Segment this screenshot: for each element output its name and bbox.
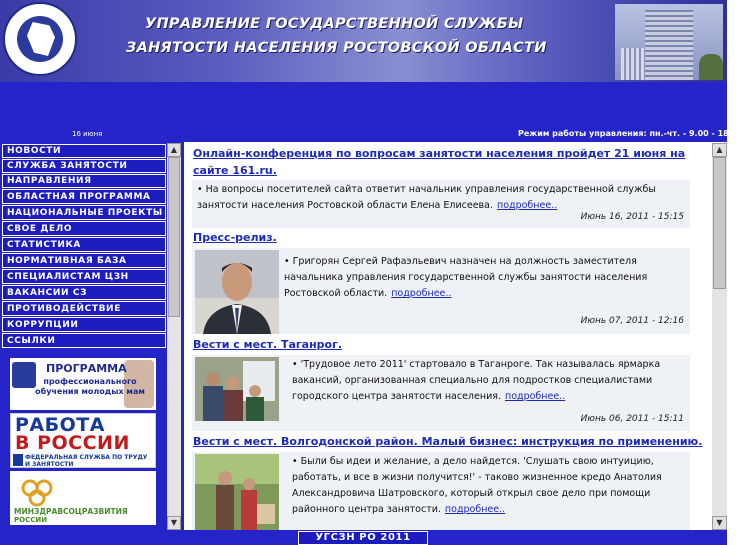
menu-item-statistics[interactable]: СТАТИСТИКА [2, 237, 166, 252]
menu-item-anticorruption-line2[interactable]: КОРРУПЦИИ [2, 317, 166, 332]
site-title-line1: УПРАВЛЕНИЕ ГОСУДАРСТВЕННОЙ СЛУЖБЫ [145, 16, 524, 32]
scroll-thumb[interactable] [168, 157, 180, 317]
banner-minzdravsoc[interactable]: МИНЗДРАВСОЦРАЗВИТИЯ РОССИИ [10, 471, 156, 525]
scroll-down-icon[interactable]: ▼ [167, 516, 181, 530]
site-header [0, 0, 727, 82]
news-title-link[interactable]: Вести с мест. Волгодонской район. Малый бизнес: инструкция по применению. [193, 435, 703, 448]
news-item [192, 180, 690, 228]
working-hours-ticker: Режим работы управления: пн.-чт. - 9.00 - 18.00, п [518, 129, 754, 138]
menu-item-own-business[interactable]: СВОЕ ДЕЛО [2, 221, 166, 236]
menu-item-legal-base[interactable]: НОРМАТИВНАЯ БАЗА [2, 253, 166, 268]
menu-item-directions[interactable]: НАПРАВЛЕНИЯ [2, 174, 166, 188]
news-text: • Были бы идеи и желание, а дело найдется. 'Слушать свою интуицию, работать, и все в жизни получится!' - таково жизненное кредо Анатолия Александровича Шатровского, который открыл свое дело при помощи районного центра занятости. подробнее.. [292, 456, 662, 515]
more-link[interactable]: подробнее.. [391, 288, 452, 299]
content-scrollbar[interactable] [712, 143, 727, 530]
news-title-link[interactable]: Вести с мест. Таганрог. [193, 338, 343, 351]
menu-item-anticorruption[interactable]: ПРОТИВОДЕЙСТВИЕ [2, 301, 166, 316]
more-link[interactable]: подробнее.. [444, 504, 506, 515]
rostrud-emblem-icon [13, 454, 23, 466]
scroll-up-icon[interactable]: ▲ [712, 143, 727, 157]
job-fair-photo [195, 357, 279, 421]
region-emblem-icon [12, 362, 36, 388]
emblem-logo[interactable] [3, 2, 77, 76]
sidebar-scrollbar[interactable] [167, 143, 181, 530]
news-text: • Григорян Сергей Рафаэльевич назначен на должность заместителя начальника управления государственной службы занятости населения Ростовской области. подробнее.. [284, 256, 648, 299]
menu-item-employment-service[interactable]: СЛУЖБА ЗАНЯТОСТИ [2, 159, 166, 173]
menu-item-national-projects[interactable]: НАЦИОНАЛЬНЫЕ ПРОЕКТЫ [2, 205, 166, 220]
entrepreneur-photo [195, 454, 279, 532]
menu-item-regional-program[interactable]: ОБЛАСТНАЯ ПРОГРАММА [2, 189, 166, 204]
banner-young-mothers-program[interactable]: ПРОГРАММА профессионального обучения молодых мам [10, 358, 156, 410]
menu-item-specialists[interactable]: СПЕЦИАЛИСТАМ ЦЗН [2, 269, 166, 284]
more-link[interactable]: подробнее.. [497, 200, 558, 211]
menu-item-links[interactable]: ССЫЛКИ [2, 333, 166, 348]
site-title-line2: ЗАНЯТОСТИ НАСЕЛЕНИЯ РОСТОВСКОЙ ОБЛАСТИ [126, 40, 547, 56]
news-item [192, 355, 690, 431]
scroll-up-icon[interactable]: ▲ [167, 143, 181, 157]
news-text: • На вопросы посетителей сайта ответит начальник управления государственной службы занятости населения Ростовской области Елена Елисеева. подробнее.. [197, 184, 656, 211]
scroll-down-icon[interactable]: ▼ [712, 516, 727, 530]
minzdrav-logo-icon [16, 477, 58, 507]
news-item [192, 452, 690, 532]
main-menu [2, 144, 166, 349]
news-title-link[interactable]: Пресс-релиз. [193, 231, 277, 244]
current-date: 16 июня [72, 130, 103, 138]
news-date: Июнь 07, 2011 - 12:16 [580, 316, 684, 326]
footer-copyright: УГСЗН РО 2011 [298, 531, 428, 545]
news-title-link[interactable]: Онлайн-конференция по вопросам занятости населения пройдет 21 июня на сайте 161.ru. [193, 147, 686, 177]
person-photo [195, 250, 279, 334]
more-link[interactable]: подробнее.. [504, 391, 566, 402]
building-photo [615, 4, 723, 80]
menu-item-vacancies[interactable]: ВАКАНСИИ СЗ [2, 285, 166, 300]
banner-rabota-v-rossii[interactable]: РАБОТА В РОССИИ ФЕДЕРАЛЬНАЯ СЛУЖБА ПО ТРУДУ И ЗАНЯТОСТИ [10, 413, 156, 468]
news-text: • 'Трудовое лето 2011' стартовало в Таганроге. Так называлась ярмарка вакансий, организованная специально для подростков специалистами городского центра занятости населения. подробнее.. [292, 359, 661, 402]
menu-item-news[interactable]: НОВОСТИ [2, 144, 166, 158]
news-item [192, 248, 690, 334]
news-date: Июнь 06, 2011 - 15:11 [580, 414, 684, 424]
scroll-thumb[interactable] [713, 157, 726, 289]
news-feed [184, 142, 712, 530]
news-date: Июнь 16, 2011 - 15:15 [580, 212, 684, 222]
